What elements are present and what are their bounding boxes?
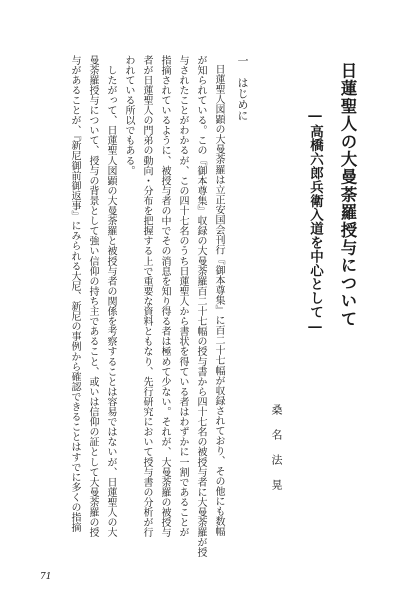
body-column: 与があることが、『新尼御前御返事』にみられる大尼、新尼の事例から確認できることはすでに多くの指摘 <box>69 55 80 533</box>
author-char: 法 <box>270 454 283 465</box>
body-column: 曼荼羅授与について、授与の背景として強い信仰の持ち主であること、或いは信仰の証として大曼荼羅の授 <box>87 55 98 538</box>
paper-title: 日蓮聖人の大曼荼羅授与について <box>338 62 357 328</box>
paper-subtitle: ―高橋六郎兵衛入道を中心として― <box>307 108 323 336</box>
body-column: 与されたことがわかるが、この四十七名のうち日蓮聖人から書状を得ている者はわずかに一割であることが <box>177 55 188 538</box>
author-name <box>268 404 284 490</box>
author-char: 名 <box>270 429 283 440</box>
body-column: したがって、日蓮聖人図顕の大曼荼羅と被授与者の関係を考察することは容易ではないが、日蓮聖人の大 <box>105 55 116 538</box>
author-char: 晃 <box>270 479 283 490</box>
body-column: が知られている。この『御本尊集』収録の大曼荼羅百二十七幅の授与書から四十七名の被授与者に大曼荼羅が授 <box>195 55 206 558</box>
body-column: 指摘されているように、被授与者の中でその消息を知り得る者は極めて少ない。それが、大曼荼羅の被授与 <box>159 55 170 538</box>
section-heading: 一 はじめに <box>236 55 249 121</box>
author-char: 桑 <box>270 404 283 415</box>
body-column: 者が日蓮聖人の門弟の動向・分布を把握する上で重要な資料ともなり、先行研究において授与書の分析が行 <box>141 55 152 538</box>
page-number: 71 <box>40 572 52 582</box>
body-column: われている所以でもある。 <box>123 55 134 176</box>
body-column: 日蓮聖人図顕の大曼荼羅は立正安国会刊行『御本尊集』に百二十七幅が収録されており、その他にも数幅 <box>213 64 224 537</box>
